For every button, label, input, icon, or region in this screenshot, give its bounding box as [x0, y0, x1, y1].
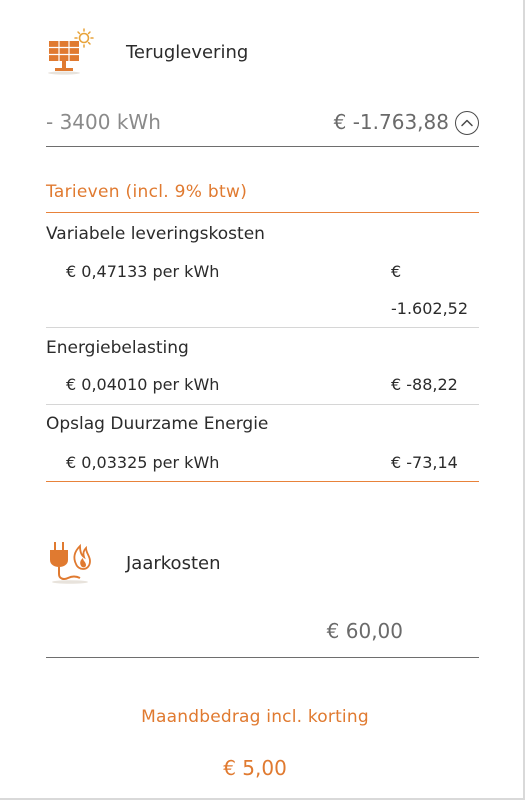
- monthly-amount-label: Maandbedrag incl. korting: [141, 707, 369, 727]
- return-delivery-title: Teruglevering: [126, 41, 249, 63]
- tariff-label-sustainable-energy: Opslag Duurzame Energie: [46, 414, 269, 434]
- tariff-amount-variable-supply: -1.602,52: [391, 299, 469, 318]
- tariff-amount-sustainable-energy: € -73,14: [391, 453, 458, 472]
- return-delivery-row: [46, 110, 479, 140]
- divider: [46, 657, 479, 658]
- tariff-amount-currency: €: [391, 262, 402, 281]
- monthly-amount-value: € 5,00: [223, 756, 287, 780]
- tariff-rate-energy-tax: € 0,04010 per kWh: [66, 375, 220, 394]
- solar-panel-icon: [46, 28, 96, 76]
- return-delivery-total: € -1.763,88: [333, 110, 449, 134]
- divider: [46, 327, 479, 328]
- return-delivery-header: [46, 28, 249, 76]
- tariffs-title: Tarieven (incl. 9% btw): [46, 182, 248, 202]
- collapse-toggle-button[interactable]: [455, 111, 479, 135]
- divider: [46, 212, 479, 213]
- tariff-amount-energy-tax: € -88,22: [391, 375, 458, 394]
- annual-costs-header: [46, 540, 221, 586]
- chevron-up-icon: [460, 118, 474, 128]
- tariff-label-energy-tax: Energiebelasting: [46, 338, 189, 358]
- divider: [46, 481, 479, 482]
- annual-costs-title: Jaarkosten: [126, 552, 221, 574]
- tariff-rate-sustainable-energy: € 0,03325 per kWh: [66, 453, 220, 472]
- annual-costs-total: € 60,00: [326, 619, 403, 643]
- divider: [46, 146, 479, 147]
- energy-plug-icon: [46, 540, 94, 586]
- tariff-label-variable-supply: Variabele leveringskosten: [46, 224, 265, 244]
- tariff-rate-variable-supply: € 0,47133 per kWh: [66, 262, 220, 281]
- return-delivery-quantity: - 3400 kWh: [46, 110, 161, 134]
- divider: [46, 404, 479, 405]
